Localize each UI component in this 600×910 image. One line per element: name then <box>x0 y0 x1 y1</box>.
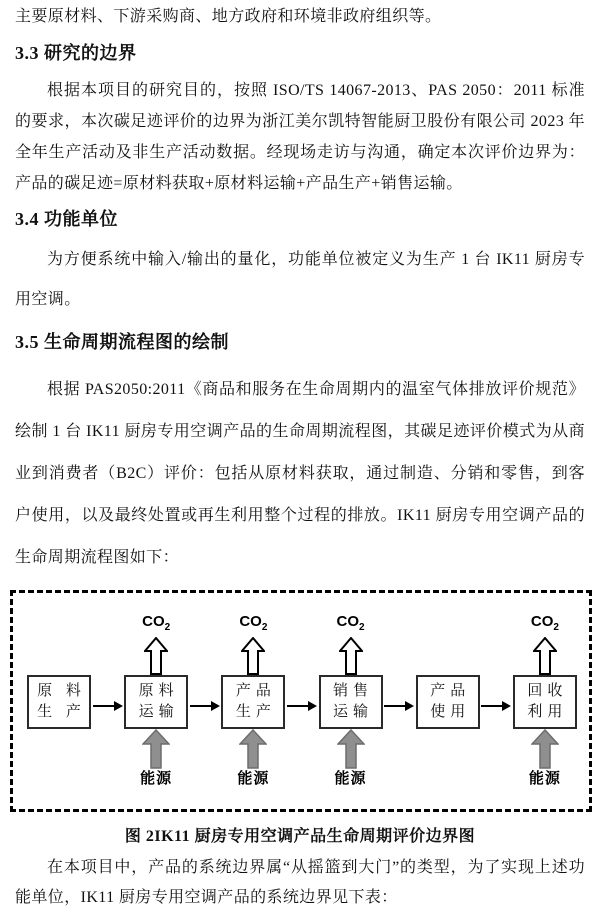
box-label-line: 产品 <box>235 683 276 699</box>
energy-label: 能源 <box>237 770 270 787</box>
figure-caption: 图 2IK11 厨房专用空调产品生命周期评价边界图 <box>124 828 476 845</box>
flow-box-sales-transport <box>319 675 383 729</box>
lifecycle-boundary-diagram <box>10 590 592 812</box>
stage-raw-material-transport <box>124 611 188 795</box>
paragraph-3-3: 根据本项目的研究目的，按照 ISO/TS 14067-2013、PAS 2050：2011 标准的要求，本次碳足迹评价的边界为浙江美尔凯特智能厨卫股份有限公司 2023 年全年生产活动及非生产活动数据。经现场走访与沟通，确定本次评价边界为：产品的碳足迹=原材料获取+原材料运输+产品生产+销售运输。 <box>15 82 585 192</box>
stage-recycling <box>513 611 577 795</box>
energy-input <box>316 729 386 795</box>
energy-zone-empty <box>413 729 483 795</box>
flow-box-raw-material-transport <box>124 675 188 729</box>
energy-input <box>510 729 580 795</box>
box-label-line: 使用 <box>430 704 471 720</box>
box-label-line: 生产 <box>235 704 276 720</box>
continuation-line: 主要原材料、下游采购商、地方政府和环境非政府组织等。 <box>15 8 442 25</box>
co2-emission <box>319 611 383 675</box>
co2-up-arrow-icon <box>241 637 265 675</box>
co2-zone-empty <box>27 611 91 675</box>
energy-up-arrow-icon <box>531 729 559 769</box>
flow-arrow-right-icon <box>287 699 317 717</box>
co2-label: $CO_2$ <box>336 613 365 633</box>
co2-up-arrow-icon <box>533 637 557 675</box>
box-label-line: 利用 <box>527 704 568 720</box>
co2-emission <box>513 611 577 675</box>
energy-label: 能源 <box>528 770 561 787</box>
energy-label: 能源 <box>140 770 173 787</box>
stage-sales-transport <box>319 611 383 795</box>
paragraph-3-4: 为方便系统中输入/输出的量化，功能单位被定义为生产 1 台 IK11 厨房专用空调。 <box>15 251 585 308</box>
co2-label: $CO_2$ <box>239 613 268 633</box>
co2-zone-empty <box>416 611 480 675</box>
flow-arrow-right-icon <box>384 699 414 717</box>
flow-box-product-production <box>221 675 285 729</box>
box-label-line: 原 料 <box>37 683 86 699</box>
box-label-line: 运输 <box>333 704 374 720</box>
closing-paragraph: 在本项目中，产品的系统边界属“从摇篮到大门”的类型，为了实现上述功能单位，IK11 厨房专用空调产品的系统边界见下表： <box>15 859 585 906</box>
co2-emission <box>124 611 188 675</box>
co2-label: $CO_2$ <box>530 613 559 633</box>
heading-3-5: 3.5 生命周期流程图的绘制 <box>15 332 229 352</box>
energy-input <box>121 729 191 795</box>
box-label-line: 生 产 <box>37 704 86 720</box>
flow-box-raw-material-production <box>27 675 91 729</box>
box-label-line: 回收 <box>527 683 568 699</box>
energy-up-arrow-icon <box>239 729 267 769</box>
box-label-line: 原料 <box>138 683 179 699</box>
heading-3-4: 3.4 功能单位 <box>15 209 118 229</box>
co2-up-arrow-icon <box>144 637 168 675</box>
box-label-line: 产品 <box>430 683 471 699</box>
flow-box-product-use <box>416 675 480 729</box>
box-label-line: 销售 <box>333 683 374 699</box>
co2-up-arrow-icon <box>339 637 363 675</box>
energy-up-arrow-icon <box>337 729 365 769</box>
co2-label: $CO_2$ <box>142 613 171 633</box>
stage-product-use <box>416 611 480 795</box>
flow-arrow-right-icon <box>93 699 123 717</box>
flow-arrow-right-icon <box>190 699 220 717</box>
stage-product-production <box>221 611 285 795</box>
stage-raw-material-production <box>27 611 91 795</box>
paragraph-3-5: 根据 PAS2050:2011《商品和服务在生命周期内的温室气体排放评价规范》绘制 1 台 IK11 厨房专用空调产品的生命周期流程图，其碳足迹评价模式为从商业到消费者（B2C）评价：包括从原材料获取，通过制造、分销和零售，到客户使用，以及最终处置或再生利用整个过程的排放。IK11 厨房专用空调产品的生命周期流程图如下： <box>15 381 585 566</box>
heading-3-3: 3.3 研究的边界 <box>15 43 137 63</box>
co2-emission <box>221 611 285 675</box>
energy-up-arrow-icon <box>142 729 170 769</box>
flow-box-recycling <box>513 675 577 729</box>
energy-zone-empty <box>24 729 94 795</box>
flow-arrow-right-icon <box>481 699 511 717</box>
box-label-line: 运输 <box>138 704 179 720</box>
energy-label: 能源 <box>334 770 367 787</box>
energy-input <box>218 729 288 795</box>
